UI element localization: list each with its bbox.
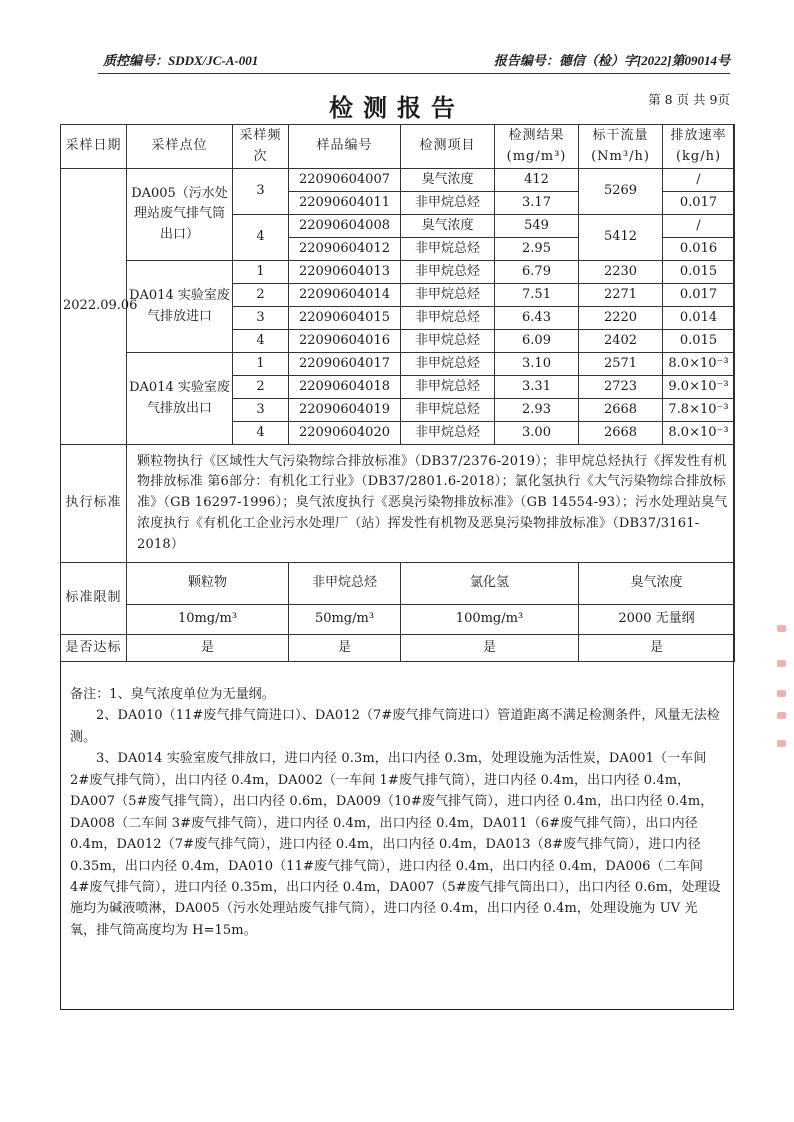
table-row	[61, 353, 735, 376]
header-location: 采样点位	[127, 125, 233, 169]
rate-cell: /	[663, 215, 735, 238]
item-cell: 非甲烷总烃	[401, 353, 495, 376]
rate-cell: 0.017	[663, 284, 735, 307]
limit-value: 100mg/m³	[401, 605, 579, 635]
rate-cell: /	[663, 169, 735, 192]
table-row	[61, 169, 735, 192]
result-cell: 2.93	[495, 399, 579, 422]
report-title: 检测报告	[329, 94, 465, 122]
limit-value: 10mg/m³	[127, 605, 289, 635]
result-cell: 3.31	[495, 376, 579, 399]
sample-no-cell: 22090604014	[289, 284, 401, 307]
rate-cell: 8.0×10⁻³	[663, 422, 735, 445]
header-item: 检测项目	[401, 125, 495, 169]
sample-no-cell: 22090604017	[289, 353, 401, 376]
freq-cell: 1	[233, 261, 289, 284]
header-sample-no: 样品编号	[289, 125, 401, 169]
location-cell: DA014 实验室废气排放出口	[127, 353, 233, 445]
sample-no-cell: 22090604015	[289, 307, 401, 330]
item-cell: 非甲烷总烃	[401, 307, 495, 330]
compliance-value: 是	[127, 635, 289, 662]
result-cell: 6.09	[495, 330, 579, 353]
result-cell: 6.79	[495, 261, 579, 284]
freq-cell: 3	[233, 169, 289, 215]
rate-cell: 9.0×10⁻³	[663, 376, 735, 399]
item-cell: 臭气浓度	[401, 215, 495, 238]
header-date: 采样日期	[61, 125, 127, 169]
location-cell: DA014 实验室废气排放进口	[127, 261, 233, 353]
rate-cell: 0.015	[663, 330, 735, 353]
sample-no-cell: 22090604011	[289, 192, 401, 215]
page-number: 第 8 页 共 9页	[648, 92, 730, 107]
flow-cell: 5412	[579, 215, 663, 261]
header-rate: 排放速率(kg/h)	[663, 125, 735, 169]
limit-name: 臭气浓度	[579, 563, 735, 605]
flow-cell: 2220	[579, 307, 663, 330]
sample-no-cell: 22090604013	[289, 261, 401, 284]
flow-cell: 2271	[579, 284, 663, 307]
location-cell: DA005（污水处理站废气排气筒出口）	[127, 169, 233, 261]
item-cell: 非甲烷总烃	[401, 238, 495, 261]
sample-no-cell: 22090604007	[289, 169, 401, 192]
rate-cell: 0.017	[663, 192, 735, 215]
limit-name: 颗粒物	[127, 563, 289, 605]
compliance-row	[61, 635, 735, 662]
control-number: 质控编号：SDDX/JC-A-001	[103, 53, 259, 68]
rate-cell: 0.016	[663, 238, 735, 261]
sample-no-cell: 22090604018	[289, 376, 401, 399]
sample-no-cell: 22090604008	[289, 215, 401, 238]
rate-cell: 0.015	[663, 261, 735, 284]
seal-mark	[777, 660, 786, 667]
standard-label: 执行标准	[61, 445, 127, 563]
freq-cell: 2	[233, 376, 289, 399]
seal-mark	[777, 690, 786, 697]
limit-name-row	[61, 563, 735, 605]
freq-cell: 3	[233, 307, 289, 330]
standard-text: 颗粒物执行《区域性大气污染物综合排放标准》（DB37/2376-2019）；非甲烷总烃执行《挥发性有机物排放标准 第6部分：有机化工行业》（DB37/2801.6-2018）；氯化氢执行《大气污染物综合排放标准》（GB 16297-1996）；臭气浓度执行《恶臭污染物排放标准》（GB 14554-93）；污水处理站臭气浓度执行《有机化工企业污水处理厂（站）挥发性有机物及恶臭污染物排放标准》（DB37/3161-2018）	[127, 445, 735, 563]
limit-name: 氯化氢	[401, 563, 579, 605]
compliance-value: 是	[289, 635, 401, 662]
report-number: 报告编号：德信（检）字[2022]第09014号	[493, 53, 730, 68]
sample-no-cell: 22090604012	[289, 238, 401, 261]
table-row	[61, 261, 735, 284]
rate-cell: 0.014	[663, 307, 735, 330]
seal-mark	[777, 712, 786, 719]
freq-cell: 4	[233, 215, 289, 261]
seal-mark	[777, 625, 786, 632]
remark-3: 3、DA014 实验室废气排放口，进口内径 0.3m，出口内径 0.3m，处理设施为活性炭，DA001（一车间 2#废气排气筒），出口内径 0.4m，DA002（一车间 1#废气排气筒），进口内径 0.4m，出口内径 0.4m，DA007（5#废气排气筒），出口内径 0.6m，DA009（10#废气排气筒），进口内径 0.4m，出口内径 0.4m，DA008（二车间 3#废气排气筒），进口内径 0.4m，出口内径 0.4m，DA011（6#废气排气筒），出口内径 0.4m，DA012（7#废气排气筒），进口内径 0.4m，出口内径 0.4m，DA013（8#废气排气筒），进口内径 0.35m，出口内径 0.4m，DA010（11#废气排气筒），进口内径 0.4m，出口内径 0.4m，DA006（二车间 4#废气排气筒），进口内径 0.35m，出口内径 0.4m，DA007（5#废气排气筒出口），出口内径 0.6m，处理设施均为碱液喷淋，DA005（污水处理站废气排气筒），进口内径 0.4m，出口内径 0.4m，处理设施为 UV 光氧，排气筒高度均为 H=15m。	[70, 751, 721, 938]
result-cell: 3.00	[495, 422, 579, 445]
rate-cell: 8.0×10⁻³	[663, 353, 735, 376]
flow-cell: 2668	[579, 422, 663, 445]
rate-cell: 7.8×10⁻³	[663, 399, 735, 422]
results-table	[60, 124, 735, 662]
table-header-row	[61, 125, 735, 169]
header-frequency: 采样频次	[233, 125, 289, 169]
limit-value: 2000 无量纲	[579, 605, 735, 635]
seal-mark	[777, 740, 786, 747]
sample-no-cell: 22090604016	[289, 330, 401, 353]
standard-row	[61, 445, 735, 563]
remarks	[70, 684, 722, 941]
compliance-value: 是	[579, 635, 735, 662]
flow-cell: 2571	[579, 353, 663, 376]
item-cell: 臭气浓度	[401, 169, 495, 192]
flow-cell: 2723	[579, 376, 663, 399]
limit-name: 非甲烷总烃	[289, 563, 401, 605]
limit-value-row	[61, 605, 735, 635]
sample-no-cell: 22090604020	[289, 422, 401, 445]
result-cell: 2.95	[495, 238, 579, 261]
result-cell: 7.51	[495, 284, 579, 307]
freq-cell: 2	[233, 284, 289, 307]
freq-cell: 4	[233, 330, 289, 353]
remark-2: 2、DA010（11#废气排气筒进口）、DA012（7#废气排气筒进口）管道距离不满足检测条件，风量无法检测。	[70, 708, 720, 745]
result-cell: 3.17	[495, 192, 579, 215]
freq-cell: 3	[233, 399, 289, 422]
result-cell: 412	[495, 169, 579, 192]
remark-1: 备注：1、臭气浓度单位为无量纲。	[70, 687, 275, 702]
flow-cell: 5269	[579, 169, 663, 215]
sample-no-cell: 22090604019	[289, 399, 401, 422]
header-flow: 标干流量(Nm³/h)	[579, 125, 663, 169]
item-cell: 非甲烷总烃	[401, 399, 495, 422]
limit-value: 50mg/m³	[289, 605, 401, 635]
sampling-date: 2022.09.06	[61, 169, 127, 445]
compliance-label: 是否达标	[61, 635, 127, 662]
result-cell: 549	[495, 215, 579, 238]
flow-cell: 2402	[579, 330, 663, 353]
limit-label: 标准限制	[61, 563, 127, 635]
freq-cell: 4	[233, 422, 289, 445]
header-rule	[98, 73, 730, 74]
item-cell: 非甲烷总烃	[401, 422, 495, 445]
item-cell: 非甲烷总烃	[401, 376, 495, 399]
freq-cell: 1	[233, 353, 289, 376]
item-cell: 非甲烷总烃	[401, 192, 495, 215]
flow-cell: 2668	[579, 399, 663, 422]
item-cell: 非甲烷总烃	[401, 330, 495, 353]
item-cell: 非甲烷总烃	[401, 261, 495, 284]
result-cell: 6.43	[495, 307, 579, 330]
flow-cell: 2230	[579, 261, 663, 284]
result-cell: 3.10	[495, 353, 579, 376]
compliance-value: 是	[401, 635, 579, 662]
item-cell: 非甲烷总烃	[401, 284, 495, 307]
header-result: 检测结果(mg/m³)	[495, 125, 579, 169]
